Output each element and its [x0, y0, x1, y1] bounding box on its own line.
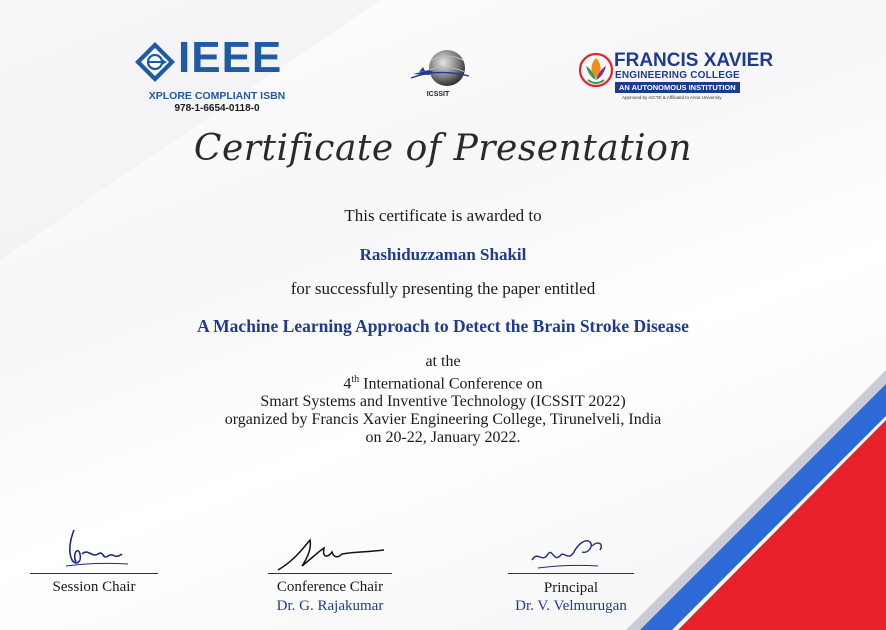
principal-signature: [528, 532, 608, 574]
date-line: on 20-22, January 2022.: [365, 429, 521, 447]
college-approval-note: Approved by AICTE & Affiliated to Anna University: [622, 95, 722, 100]
session-chair-title: Session Chair: [52, 579, 136, 595]
organizer-line: organized by Francis Xavier Engineering College, Tirunelveli, India: [224, 411, 662, 429]
principal-signature-line: [508, 573, 634, 574]
icssit-label: ICSSIT: [426, 91, 450, 98]
conference-name-line-2: Smart Systems and Inventive Technology (ICSSIT 2022): [260, 393, 626, 411]
college-name: FRANCIS XAVIER: [614, 50, 774, 71]
conference-details: [0, 353, 886, 447]
awarded-text: This certificate is awarded to: [344, 206, 542, 225]
conference-chair-signature-line: [268, 573, 392, 574]
globe-jet-icon: [407, 48, 471, 90]
icssit-logo: [405, 48, 475, 104]
ieee-wordmark: IEEE: [178, 33, 283, 82]
ieee-diamond-icon: [134, 41, 176, 83]
paper-title: A Machine Learning Approach to Detect the Brain Stroke Disease: [197, 316, 689, 336]
conference-ordinal-number: 4: [343, 375, 352, 393]
conference-chair-name: Dr. G. Rajakumar: [276, 598, 384, 614]
principal-title: Principal: [543, 580, 599, 596]
ieee-logo: [132, 33, 297, 120]
recipient-name: Rashiduzzaman Shakil: [359, 245, 527, 264]
college-emblem-icon: [578, 50, 614, 90]
session-chair-signature-line: [30, 573, 158, 574]
at-text: at the: [425, 353, 461, 370]
conference-name-text: International Conference on: [363, 375, 543, 393]
certificate-title: Certificate of Presentation: [193, 128, 693, 169]
ieee-isbn-number: 978-1-6654-0118-0: [174, 103, 260, 114]
college-logo: [578, 50, 774, 120]
ribbon-red-corner: [678, 420, 886, 630]
conference-chair-signature: [272, 530, 388, 574]
conference-ordinal-suffix: th: [351, 374, 360, 385]
conference-chair-title: Conference Chair: [276, 579, 384, 595]
presenting-text: for successfully presenting the paper entitled: [290, 279, 596, 298]
college-subtitle: ENGINEERING COLLEGE: [615, 70, 740, 81]
college-tagline: AN AUTONOMOUS INSTITUTION: [615, 82, 740, 93]
ieee-isbn-label: XPLORE COMPLIANT ISBN: [148, 90, 286, 102]
session-chair-signature: [62, 524, 132, 570]
conference-name-line-1: [0, 371, 886, 393]
principal-name: Dr. V. Velmurugan: [515, 598, 627, 614]
